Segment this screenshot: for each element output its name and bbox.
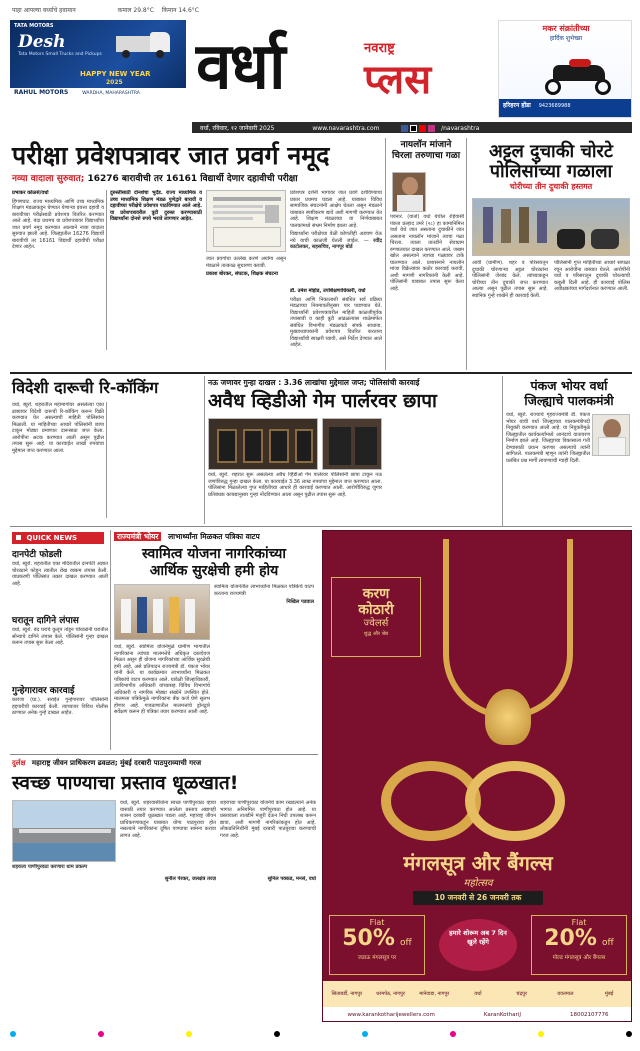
ad-tagline: Tata Motors Small Trucks and Pickups <box>18 52 102 57</box>
ad-brand: TATA MOTORS <box>14 23 54 29</box>
offer-right-off: off <box>602 938 614 948</box>
theft-subhead: चोरीच्या तीन दुचाकी हस्तगत <box>509 182 593 191</box>
branches-strip <box>323 981 632 1007</box>
branch-item: धरमपेठ, नागपुर <box>376 991 405 997</box>
ad-social[interactable]: KaranKothariJ <box>483 1012 521 1018</box>
lead-quote1: विद्यार्थ्यांना परीक्षेच्या वेळी कोणतीही अडचण येऊ नये याची काळजी घेतली जाईल. — रवींद्र काटोलकर, सहसचिव, नागपूर बोर्ड <box>290 231 382 250</box>
minister-headline <box>506 378 632 408</box>
brand-line-3: ज्वेलर्स <box>363 618 389 629</box>
ad-phone: 9423689988 <box>538 103 571 109</box>
festival-title: मंगलसूत्र और बैंगल्स <box>403 851 553 875</box>
ad-subtitle: हार्दिक शुभेच्छा <box>549 35 583 42</box>
water-dam-photo <box>12 800 116 862</box>
lead-col2 <box>110 190 202 350</box>
jewellery-ad[interactable] <box>322 530 632 1022</box>
ad-footer <box>323 1007 632 1022</box>
scheme-kicker <box>114 532 314 542</box>
water-credit2: सुनिल पक्कड, मनसे, वर्धा <box>267 876 316 882</box>
minister-portrait <box>592 414 630 456</box>
necklace-graphic <box>433 539 583 759</box>
offer-left[interactable] <box>329 915 425 975</box>
quick-news-title: घरातून दागिने लंपास <box>12 616 79 626</box>
lead-col3 <box>290 190 382 286</box>
lead-subhead-text: 16276 बारावीची तर 16161 विद्यार्थी देणार दहावीची परीक्षा <box>87 174 298 184</box>
nylon-headline: नायलॉन मांजाने चिरला तरुणाचा गळा <box>391 140 461 161</box>
tata-motors-ad[interactable] <box>10 20 186 102</box>
water-body2: शहराच्या पाणीपुरवठा योजनेचे काम रखडल्याने अनेक भागात अनियमित पाणीपुरवठा होत आहे. या प्रस्तावाला तातडीने मंजुरी देऊन निधी उपलब्ध करून द्यावा, अशी मागणी नागरिकांकडून होत आहे. लोकप्रतिनिधींनी मुंबई दरबारी पाठपुरावा करण्याची गरज आहे. <box>220 800 316 839</box>
offer-mid: हमारे शोरूम अब 7 दिन खुले रहेंगे <box>439 919 517 971</box>
branch-item: मानेवाडा, नागपुर <box>419 991 450 997</box>
lead-credit: डॉ. उमेश मोहोड, उपशिक्षणाधिकारी, वर्धा <box>290 288 366 294</box>
masthead <box>192 24 492 116</box>
branch-item: वर्धा <box>474 991 482 997</box>
ad-year: 2025 <box>106 79 123 86</box>
lead-credit-block <box>290 288 382 348</box>
lead-col1 <box>12 190 104 350</box>
video-machines-photo <box>322 418 382 470</box>
lead-quote-block <box>206 256 286 346</box>
scheme-caption <box>214 584 314 632</box>
honda-ad[interactable] <box>498 20 632 118</box>
lead-col1-text: हिंगणघाट. राज्य माध्यमिक आणि उच्च माध्यमिक शिक्षण मंडळाकडून घेण्यात येणाऱ्या इयत्ता दहावी व बारावीच्या परीक्षेसाठी प्रवेशपत्र वितरित करण्यात आले आहे. यंदा प्रथमच या प्रवेशपत्रावर विद्यार्थ्यांचा जात प्रवर्ग नमूद करण्यात आल्याने नव्या वादाला सुरुवात झाली आहे. जिल्ह्यातील 16276 विद्यार्थी बारावीची तर 16161 विद्यार्थी दहावीची परीक्षा देणार आहेत. <box>12 198 104 250</box>
bangles-graphic <box>381 761 571 841</box>
minister-body: वर्धा, ब्युरो. राज्याचे गृहराज्यमंत्री डॉ. पंकज भोयर यांची वर्धा जिल्ह्याच्या पालकमंत्रीपदी नियुक्ती करण्यात आली आहे. या नियुक्तीमुळे जिल्ह्यातील कार्यकर्त्यांमध्ये आनंदाचे वातावरण निर्माण झाले आहे. जिल्ह्याच्या विकासाला गती देण्यासाठी प्रयत्न करणार असल्याचे त्यांनी सांगितले. पालकमंत्री म्हणून त्यांनी जिल्ह्यातील प्रलंबित प्रश्न मार्गी लावण्याची ग्वाही दिली. <box>506 412 590 464</box>
scheme-credit: निखिल पडवाल <box>286 599 314 605</box>
social-icons[interactable] <box>401 125 437 132</box>
offer-left-pct: 50% <box>342 926 395 951</box>
offer-right-note: गोल्ड मंगलसूत्र और बैंगल्स <box>552 955 606 961</box>
lead-col2-text: दुरुस्तीसाठी दोनशेचा भुर्दंड. राज्य माध्यमिक व उच्च माध्यमिक शिक्षण मंडळ पुणेद्वारे बारावी व दहावीच्या परीक्षेचे प्रवेशपत्र पाठविण्यात आले आहे. या प्रवेशपत्रावरील त्रुटी दुरुस्त करण्यासाठी विद्यार्थ्यांना दोनशे रुपये भरावे लागणार आहेत. <box>110 190 202 222</box>
lead-subhead <box>12 174 380 185</box>
liquor-body-2 <box>110 402 202 518</box>
weather-low: किमान 14.6 <box>161 7 192 14</box>
scheme-body: वर्धा, ब्युरो. स्वामित्व योजनेमुळे ग्रामीण भागातील नागरिकांना त्यांच्या मालमत्तेचे अधिकृत दस्तऐवज मिळत असून ही योजना नागरिकांच्या आर्थिक सुरक्षेची हमी आहे, असे प्रतिपादन राज्यमंत्री डॉ. पंकज भोयर यांनी केले. या कार्यक्रमात लाभार्थ्यांना मिळकत पत्रिकांचे वाटप करण्यात आले. यावेळी जिल्हाधिकारी, उपविभागीय अधिकारी यांच्यासह विविध विभागांचे अधिकारी व नागरिक मोठ्या संख्येने उपस्थित होते. मालमत्ता पत्रिकेमुळे नागरिकांना बँक कर्ज घेणे सुलभ होणार आहे. गावठाणातील मालमत्तांचे ड्रोनद्वारे सर्वेक्षण करून ही पत्रिका तयार करण्यात आली आहे. <box>114 644 210 715</box>
theft-headline <box>470 142 632 192</box>
nylon-body: पवनार. (वार्ता) वर्धा येथील रहिवासी पंकज प्रल्हाद उमरे (२८) हा कामानिमित्त वर्धा येथे जात असताना दुचाकीने जात असताना नायलॉन मांजाने त्याचा गळा चिरला. त्याला तातडीने सेवाग्राम रुग्णालयात दाखल करण्यात आले. जखम खोल असल्याने त्याच्या गळ्यावर टाके घालण्यात आले. प्रशासनाने नायलॉन मांजा विक्रेत्यांवर कठोर कारवाई करावी, अशी मागणी नागरिकांनी केली आहे. पोलिसांनी याबाबत तपास सुरू केला आहे. <box>390 214 464 292</box>
facebook-icon[interactable] <box>401 125 408 132</box>
lead-quote1-by: रवींद्र काटोलकर, सहसचिव, नागपूर बोर्ड <box>290 237 382 250</box>
dateline: वर्धा, रविवार, १२ जानेवारी 2025 <box>200 125 275 132</box>
theft-headline-1: अट्टल दुचाकी चोरटे <box>489 141 613 162</box>
theft-police-photo <box>472 198 630 256</box>
top-weather-bar: पाहा आपल्या वर्ध्याचे हवामान कमाल 29.8°C किमान 14.6°C <box>12 7 199 14</box>
quick-news-title: गुन्हेगारावर कारवाई <box>12 686 75 696</box>
ad-greeting: HAPPY NEW YEAR <box>80 70 151 78</box>
theft-col2: पोलिसांनी गुप्त माहितीच्या आधारे सापळा रचून आरोपींना ताब्यात घेतले. आरोपींनी वर्धा व परिसरातून दुचाकी चोरल्याची कबुली दिली आहे. ही कारवाई पोलिस अधीक्षकांच्या मार्गदर्शनात करण्यात आली. <box>554 260 630 292</box>
water-credit-block <box>120 876 216 1016</box>
water-photo-caption: शहराला पाणीपुरवठा करणारा धाम प्रकल्प <box>12 864 88 870</box>
scheme-event-photo <box>114 584 210 640</box>
video-body: वर्धा, ब्युरो. शहरात सुरू असलेल्या अवैध व्हिडीओ गेम पार्लरवर पोलिसांनी छापा टाकून नऊ जणांविरुद्ध गुन्हा दाखल केला. या कारवाईत 3.36 लाख रुपयांचा मुद्देमाल जप्त करण्यात आला. पोलिसांना मिळालेल्या गुप्त माहितीच्या आधारे ही कारवाई करण्यात आली. आरोपींविरुद्ध जुगार प्रतिबंधक कायद्यानुसार गुन्हा नोंदविण्यात आला असून पुढील तपास सुरू आहे. <box>208 472 382 498</box>
branch-item: यवतमाल <box>557 991 574 997</box>
scheme-body-2 <box>214 636 314 750</box>
branch-item: सिताबर्डी, नागपुर <box>331 991 363 997</box>
water-kicker <box>12 758 318 768</box>
youtube-icon[interactable] <box>419 125 426 132</box>
offer-flat-right: Flat <box>571 918 587 927</box>
offer-left-off: off <box>400 938 412 948</box>
video-parlor-photo <box>208 418 318 470</box>
nylon-victim-photo <box>392 172 426 212</box>
masthead-sub2: प्लस <box>364 56 432 103</box>
water-credit1: सुनील पेरकर, जलक्षेत्र तज्ज्ञ <box>164 876 216 882</box>
registration-marks <box>10 1030 632 1038</box>
lead-quote2: जात प्रवर्गाचा उल्लेख करणे अयोग्य असून मंडळाने तात्काळ सुधारणा करावी. <box>206 256 286 269</box>
scheme-headline-1: स्वामित्व योजना नागरिकांच्या <box>142 546 286 562</box>
scheme-kicker-tag: राज्यमंत्री भोयर <box>114 532 161 541</box>
festival-subtitle: महोत्सव <box>463 878 493 889</box>
liquor-body: वर्धा, ब्युरो. शहरातील महामार्गावर असलेल्या एका ढाब्यावर विदेशी दारूची रि-कॉकिंग करून विक्री करण्यात येत असल्याची माहिती पोलिसांना मिळाली. या माहितीच्या आधारे पोलिसांनी छापा टाकून मोठ्या प्रमाणात दारूसाठा जप्त केला. आरोपींना अटक करण्यात आली असून पुढील तपास सुरू आहे. या कारवाईत लाखो रुपयांचा मुद्देमाल जप्त करण्यात आला. <box>12 402 104 454</box>
lead-kicker: नव्या वादाला सुरुवात; <box>12 174 85 184</box>
offer-flat: Flat <box>369 918 385 927</box>
video-headline: अवैध व्हिडीओ गेम पार्लरवर छापा <box>208 390 437 412</box>
scheme-kicker-text: लाभार्थ्यांना मिळकत पत्रिका वाटप <box>168 532 260 541</box>
weather-high: कमाल 29.8 <box>117 7 147 14</box>
lead-col3-text: प्रवेशपत्र दर्शनी भागावर जात प्रवर्ग दर्शविण्याचा प्रकार प्रथमच घडला आहे. याबाबत विविध सामाजिक संघटनांनी आक्षेप घेतला असून मंडळाने याबाबत स्पष्टीकरण द्यावे अशी मागणी करण्यात येत आहे. शिक्षण मंडळाच्या या निर्णयाबाबत पालकांमध्ये संभ्रम निर्माण झाला आहे. <box>290 190 382 229</box>
truck-graphic <box>116 30 172 58</box>
water-body1: वर्धा, ब्युरो. शहरवासीयांना स्वच्छ पाणीपुरवठा व्हावा यासाठी तयार करण्यात आलेला प्रस्ताव अद्यापही शासन दरबारी धूळखात पडला आहे. महाराष्ट्र जीवन प्राधिकरणाकडून याबाबत योग्य पाठपुरावा होत नसल्याने नागरिकांना दूषित पाण्याचा सामना करावा लागत आहे. <box>120 800 216 839</box>
quick-news-body: वर्धा, ब्युरो. बंद घराचे कुलूप तोडून चोरट्यांनी घरातील सोन्याचे दागिने लंपास केले. पोलिसांनी गुन्हा दाखल करून तपास सुरू केला आहे. <box>12 627 108 646</box>
ad-dealer: RAHUL MOTORS <box>14 89 69 96</box>
ad-address: WARDHA, MAHARASHTRA <box>82 91 140 96</box>
jeweller-logo <box>331 577 421 657</box>
motorcycle-graphic <box>539 51 619 95</box>
instagram-icon[interactable] <box>428 125 435 132</box>
brand-tagline: शुद्ध और श्रेष्ठ <box>363 631 389 637</box>
quick-news-icon <box>16 535 21 540</box>
water-kicker-text: महाराष्ट्र जीवन प्राधिकरण ढवळत; मुंबई दरबारी पाठपुराव्याची गरज <box>31 759 202 767</box>
social-handle[interactable]: /navarashtra <box>441 125 480 132</box>
scheme-headline-2: आर्थिक सुरक्षेची हमी होय <box>149 563 279 579</box>
masthead-sub1: नवराष्ट्र <box>364 41 395 56</box>
offer-right-pct: 20% <box>544 926 597 951</box>
x-icon[interactable] <box>410 125 417 132</box>
theft-headline-2: पोलिसांच्या गळाला <box>489 161 613 182</box>
lead-byline: प्रभाकर कोळसे/वर्धा <box>12 190 49 196</box>
quick-news-title: दानपेटी फोडली <box>12 550 62 560</box>
ad-model: Desh <box>18 32 66 52</box>
branch-item: चंद्रपुर <box>516 991 528 997</box>
offer-left-note: जडाऊ मंगलसूत्र पर <box>357 955 397 961</box>
quick-news-body: कारंजा (घा.). सराईत गुन्हेगारावर पोलिसांनी हद्दपारीची कारवाई केली. त्याच्यावर विविध पोलीस ठाण्यात अनेक गुन्हे दाखल आहेत. <box>12 697 108 716</box>
weather-label: पाहा आपल्या वर्ध्याचे हवामान <box>12 7 76 14</box>
video-body-2 <box>386 418 498 522</box>
scheme-photo-caption: स्वामित्व योजनेतील लाभार्थ्यांना मिळकत पत्रिकेचे वाटप करताना राज्यमंत्री <box>214 584 314 597</box>
water-headline: स्वच्छ पाण्याचा प्रस्ताव धूळखात! <box>12 772 239 794</box>
dateline-strip <box>192 122 632 133</box>
ad-phone[interactable]: 18002107776 <box>569 1012 609 1018</box>
lead-quote2-by: प्रकाश बोरकर, संघटक, शिक्षक संघटना <box>206 271 278 277</box>
lead-headline: परीक्षा प्रवेशपत्रावर जात प्रवर्ग नमूद <box>12 141 330 170</box>
brand-line-1: करण <box>362 586 390 602</box>
quick-news-item-2 <box>12 616 108 683</box>
festival-dates: 10 जनवरी से 26 जनवरी तक <box>413 891 543 905</box>
website-link[interactable]: www.navarashtra.com <box>312 125 380 132</box>
theft-col1: आर्वी (ग्रामीण). शहर व परिसरातून दुचाकी चोरणाऱ्या अट्टल चोरट्यांना पोलिसांनी जेरबंद केले. त्यांच्याकडून चोरीच्या तीन दुचाकी जप्त करण्यात आल्या असून पुढील तपास सुरू आहे. स्थानिक गुन्हे शाखेने ही कारवाई केली. <box>472 260 548 299</box>
video-kicker: नऊ जणावर गुन्हा दाखल : 3.36 लाखांचा मुद्देमाल जप्त; पोलिसांची कारवाई <box>208 378 420 387</box>
minister-headline-1: पंकज भोयर वर्धा <box>530 378 608 393</box>
quick-news-item-1 <box>12 550 108 613</box>
liquor-headline: विदेशी दारूची रि-कॉकिंग <box>12 378 159 397</box>
water-credit-block-2 <box>220 876 316 1016</box>
brand-line-2: कोठारी <box>358 602 394 618</box>
lead-bottom: परीक्षा आणि निकालाशी संबंधित सर्व प्रक्रिया मंडळाच्या नियमावलीनुसार पार पाडण्यात येते. विद्यार्थ्यांनी प्रवेशपत्रावरील माहिती काळजीपूर्वक तपासावी व काही त्रुटी आढळल्यास शाळेमार्फत संबंधित विभागीय मंडळाकडे संपर्क साधावा. मुख्याध्यापकांनी प्रवेशपत्र वितरित करताना विद्यार्थ्यांची स्वाक्षरी घ्यावी, असे निर्देश देण्यात आले आहेत. <box>290 296 382 348</box>
admit-card-photo <box>206 190 286 252</box>
minister-headline-2: जिल्ह्याचे पालकमंत्री <box>524 393 614 408</box>
water-kicker-tag: दुर्लक्ष <box>12 759 26 767</box>
offer-right[interactable] <box>531 915 627 975</box>
ad-website[interactable]: www.karankotharijewellers.com <box>347 1012 435 1018</box>
scheme-headline <box>114 546 314 580</box>
quick-news-label: QUICK NEWS <box>12 532 104 544</box>
ad-title: मकर संक्रांतीच्या <box>542 24 590 33</box>
masthead-title: वर्धा <box>196 29 284 104</box>
branch-item: मुंबई <box>604 991 614 997</box>
ad-dealer: हरिहरन होंडा <box>503 102 531 109</box>
quick-news-body: वर्धा, ब्युरो. शहरातील एका मंदिरातील दानपेटी अज्ञात चोरट्याने फोडून त्यातील रोख रक्कम लंपास केली. याप्रकरणी पोलिसांत तक्रार दाखल करण्यात आली आहे. <box>12 561 108 587</box>
quick-news-item-3 <box>12 686 108 757</box>
